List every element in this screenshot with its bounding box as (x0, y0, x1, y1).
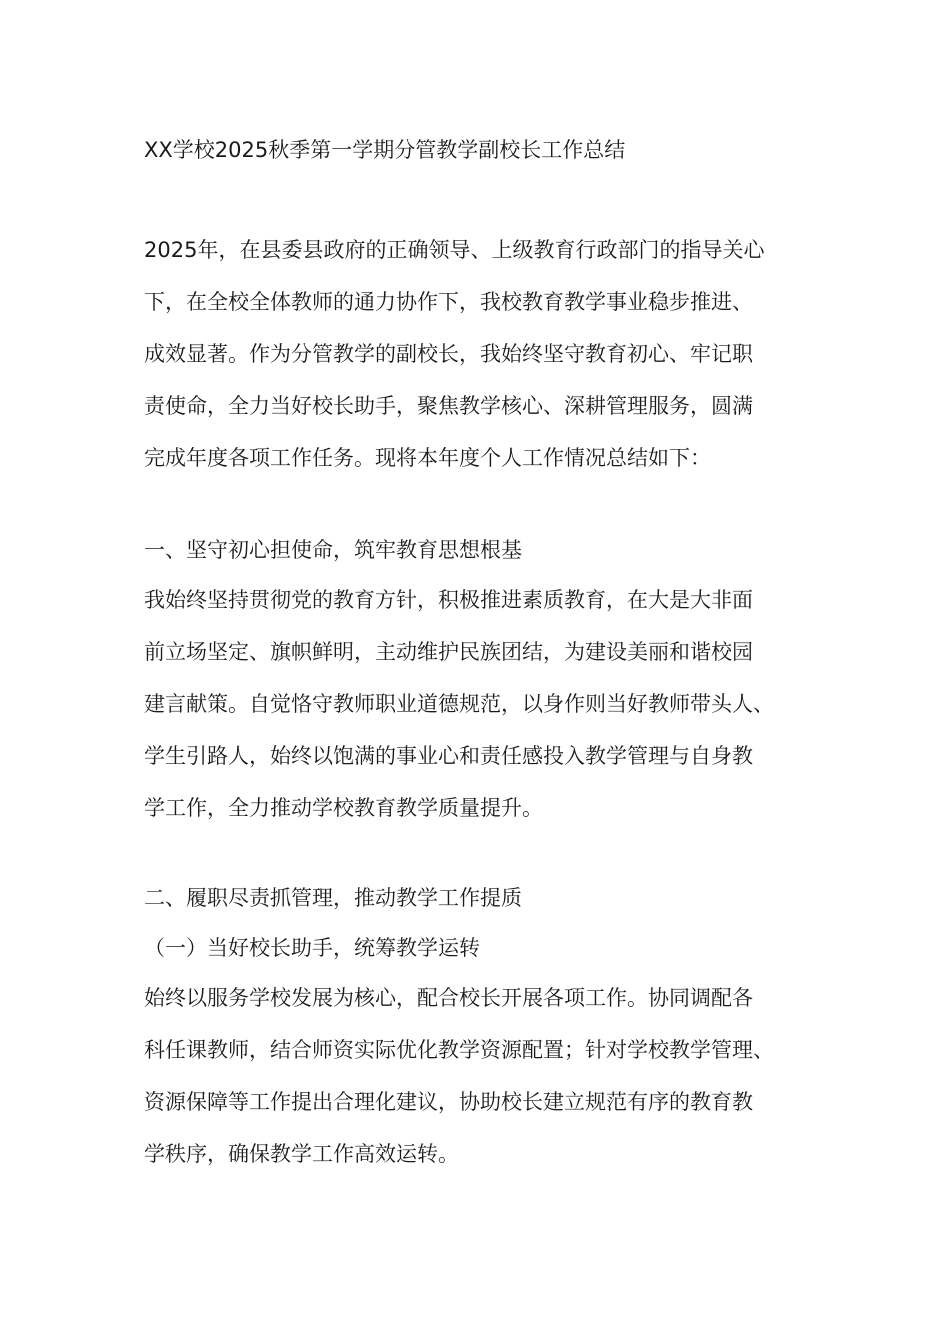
document-title: XX学校2025秋季第一学期分管教学副校长工作总结 (144, 138, 626, 162)
paragraph-line: 成效显著。作为分管教学的副校长，我始终坚守教育初心、牢记职 (144, 342, 753, 366)
paragraph-line: 建言献策。自觉恪守教师职业道德规范，以身作则当好教师带头人、 (144, 692, 774, 716)
paragraph-line: 完成年度各项工作任务。现将本年度个人工作情况总结如下： (144, 446, 711, 470)
paragraph-line: 2025年，在县委县政府的正确领导、上级教育行政部门的指导关心 (144, 238, 765, 262)
paragraph-line: 学工作，全力推动学校教育教学质量提升。 (144, 796, 543, 820)
section-2-1-paragraph (144, 972, 844, 1180)
paragraph-line: 下，在全校全体教师的通力协作下，我校教育教学事业稳步推进、 (144, 290, 753, 314)
section-2-heading: 二、履职尽责抓管理，推动教学工作提质 (144, 886, 522, 910)
paragraph-line: 责使命，全力当好校长助手，聚焦教学核心、深耕管理服务，圆满 (144, 394, 753, 418)
section-2-1-heading: （一）当好校长助手，统筹教学运转 (144, 936, 480, 960)
paragraph-line: 资源保障等工作提出合理化建议，协助校长建立规范有序的教育教 (144, 1090, 753, 1114)
paragraph-line: 学秩序，确保教学工作高效运转。 (144, 1142, 459, 1166)
paragraph-line: 我始终坚持贯彻党的教育方针，积极推进素质教育，在大是大非面 (144, 588, 753, 612)
section-1-paragraph (144, 574, 844, 834)
section-1-heading: 一、坚守初心担使命，筑牢教育思想根基 (144, 538, 522, 562)
paragraph-line: 始终以服务学校发展为核心，配合校长开展各项工作。协同调配各 (144, 986, 753, 1010)
paragraph-line: 前立场坚定、旗帜鲜明，主动维护民族团结，为建设美丽和谐校园 (144, 640, 753, 664)
intro-paragraph (144, 224, 844, 484)
paragraph-line: 科任课教师，结合师资实际优化教学资源配置；针对学校教学管理、 (144, 1038, 774, 1062)
paragraph-line: 学生引路人，始终以饱满的事业心和责任感投入教学管理与自身教 (144, 744, 753, 768)
